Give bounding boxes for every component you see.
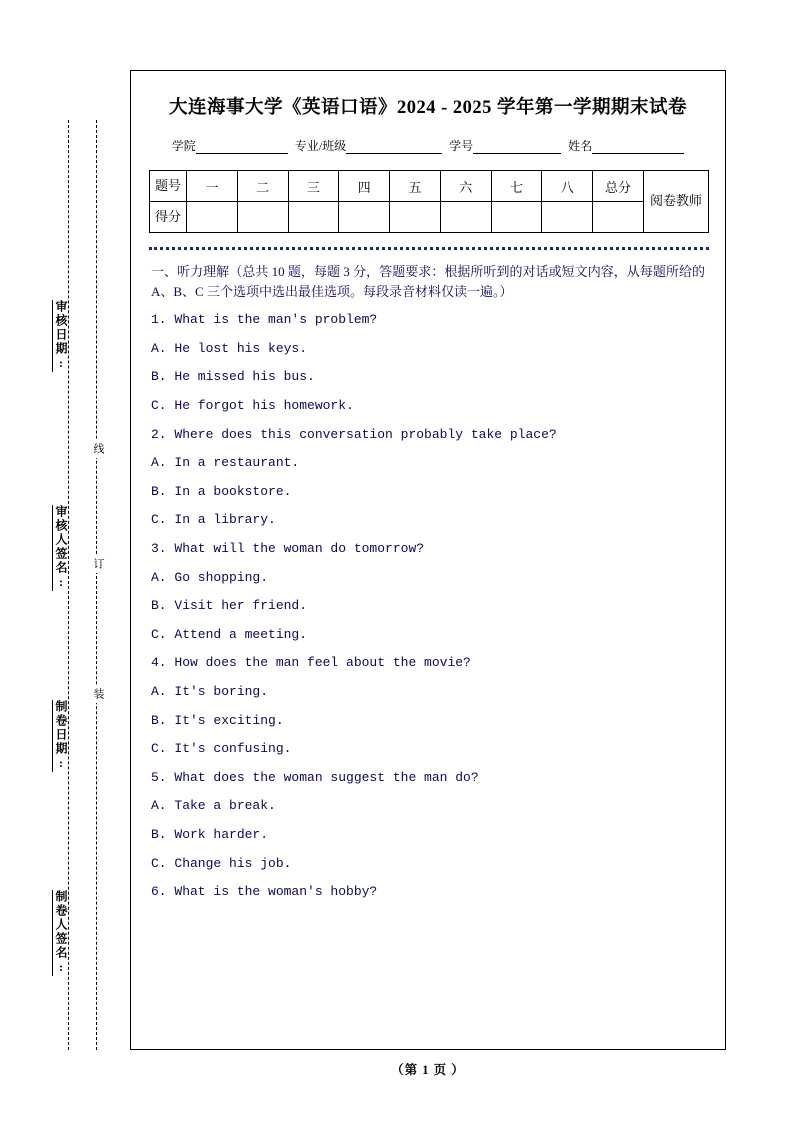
- grader-teacher-cell: 阅卷教师: [644, 171, 709, 233]
- question-list: [149, 312, 707, 899]
- exam-title: 大连海事大学《英语口语》2024 - 2025 学年第一学期期末试卷: [168, 98, 688, 118]
- reviewer-sign-label: 审核人签名:: [54, 505, 68, 591]
- review-date-label: 审核日期:: [54, 300, 68, 372]
- question-stem: 1. What is the man's problem?: [151, 312, 378, 328]
- section-one-instruction: 一、听力理解（总共 10 题，每题 3 分，答题要求：根据所听到的对话或短文内容，从每题所给的 A、B、C 三个选项中选出最佳选项。每段录音材料仅读一遍。）: [151, 264, 705, 300]
- name-input[interactable]: [592, 140, 684, 154]
- score-cell-total[interactable]: [593, 202, 644, 233]
- name-field-group: [568, 137, 684, 154]
- question-stem: 5. What does the woman suggest the man do?: [151, 769, 479, 785]
- question-option[interactable]: B. He missed his bus.: [151, 369, 315, 385]
- score-cell-6[interactable]: [440, 202, 491, 233]
- exam-paper-sheet: [130, 70, 726, 1050]
- score-table: [149, 170, 709, 233]
- left-margin-zone: [0, 0, 130, 1122]
- score-table-header-row: [150, 171, 709, 202]
- page-footer: （第 1 页 ）: [391, 1063, 465, 1077]
- question-option[interactable]: B. It's exciting.: [151, 712, 284, 728]
- score-cell-5[interactable]: [390, 202, 441, 233]
- college-label: 学院: [171, 139, 196, 153]
- score-cell-7[interactable]: [491, 202, 542, 233]
- question-option[interactable]: A. He lost his keys.: [151, 340, 308, 356]
- score-table-col-total: 总分: [593, 171, 644, 202]
- question-stem: 6. What is the woman's hobby?: [151, 884, 378, 900]
- score-table-row-label-question: [150, 171, 187, 202]
- score-table-col-6: 六: [440, 171, 491, 202]
- question-stem: 4. How does the man feel about the movie?: [151, 655, 471, 671]
- question-option[interactable]: B. In a bookstore.: [151, 483, 292, 499]
- question-option[interactable]: B. Visit her friend.: [151, 598, 308, 614]
- college-input[interactable]: [196, 140, 288, 154]
- student-info-line: [149, 137, 707, 154]
- question-option[interactable]: B. Work harder.: [151, 826, 269, 842]
- question-stem: 2. Where does this conversation probably take place?: [151, 426, 557, 442]
- paper-sign-label: 制卷人签名:: [54, 890, 68, 976]
- score-cell-3[interactable]: [288, 202, 339, 233]
- paper-date-label: 制卷日期:: [54, 700, 68, 772]
- seal-line-label: 装: [90, 685, 106, 703]
- score-cell-8[interactable]: [542, 202, 593, 233]
- question-option[interactable]: A. It's boring.: [151, 684, 269, 699]
- question-option[interactable]: C. In a library.: [151, 512, 276, 528]
- score-table-col-7: 七: [491, 171, 542, 202]
- score-table-row-label-score: 得分: [150, 202, 187, 233]
- student-id-label: 学号: [449, 139, 474, 153]
- score-cell-1[interactable]: [187, 202, 238, 233]
- question-option[interactable]: A. Go shopping.: [151, 569, 269, 585]
- dotted-separator: [149, 247, 709, 250]
- score-cell-2[interactable]: [237, 202, 288, 233]
- question-option[interactable]: C. It's confusing.: [151, 741, 292, 757]
- score-table-col-8: 八: [542, 171, 593, 202]
- score-table-col-4: 四: [339, 171, 390, 202]
- score-table-score-row: [150, 202, 709, 233]
- major-label: 专业/班级: [294, 139, 347, 153]
- major-input[interactable]: [346, 140, 442, 154]
- student-id-input[interactable]: [473, 140, 561, 154]
- major-field-group: [295, 137, 442, 154]
- question-option[interactable]: C. Attend a meeting.: [151, 626, 308, 642]
- question-stem: 3. What will the woman do tomorrow?: [151, 541, 425, 557]
- score-table-col-5: 五: [390, 171, 441, 202]
- question-option[interactable]: A. Take a break.: [151, 798, 276, 814]
- fold-line-label: 线: [90, 440, 106, 458]
- question-option[interactable]: A. In a restaurant.: [151, 455, 300, 471]
- score-table-col-2: 二: [237, 171, 288, 202]
- question-option[interactable]: C. Change his job.: [151, 855, 292, 871]
- question-no-label: 题号: [154, 178, 181, 194]
- bind-line-label: 订: [90, 555, 106, 573]
- student-id-field-group: [449, 137, 561, 154]
- score-cell-4[interactable]: [339, 202, 390, 233]
- inner-dashed-line: [96, 120, 97, 1050]
- score-table-col-1: 一: [187, 171, 238, 202]
- question-option[interactable]: C. He forgot his homework.: [151, 398, 354, 414]
- score-table-col-3: 三: [288, 171, 339, 202]
- name-label: 姓名: [568, 139, 593, 153]
- college-field-group: [172, 137, 288, 154]
